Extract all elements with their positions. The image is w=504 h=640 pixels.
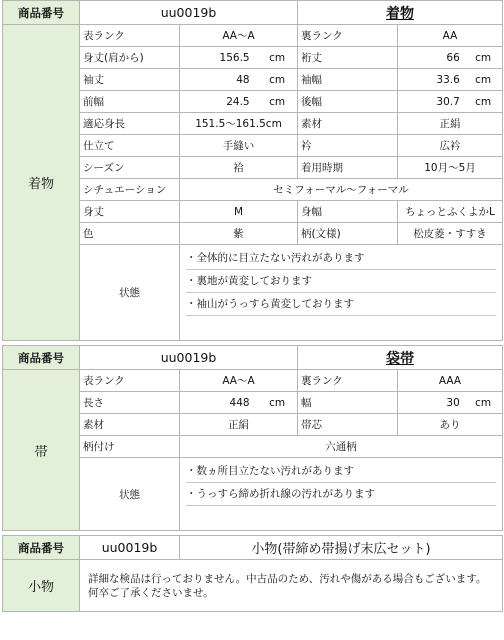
size: M [180,201,298,223]
ushirohaba-value: 30.7 [436,95,460,108]
obi-material-label: 素材 [80,414,180,436]
fit-height-label: 適応身長 [80,113,180,135]
obi-length-cell [180,392,298,414]
back-rank: AA [398,25,503,47]
sodetake-unit: cm [269,73,286,86]
obi-width-cell [398,392,503,414]
sodehaba-value: 33.6 [436,73,460,86]
obi-condition-item: ・うっすら締め折れ線の汚れがあります [186,483,496,506]
wear-period-label: 着用時期 [298,157,398,179]
pattern-label: 柄(文様) [298,223,398,245]
width-label: 身幅 [298,201,398,223]
komono-title: 小物(帯締め帯揚げ末広セット) [180,536,503,560]
obi-back-rank-label: 裏ランク [298,370,398,392]
color: 紫 [180,223,298,245]
obi-front-rank-label: 表ランク [80,370,180,392]
product-no-label: 商品番号 [3,1,80,25]
season: 袷 [180,157,298,179]
sodetake-cell [180,69,298,91]
back-rank-label: 裏ランク [298,25,398,47]
yuki-cell [398,47,503,69]
tailoring: 手縫い [180,135,298,157]
yuki-label: 裄丈 [298,47,398,69]
komono-section-label: 小物 [3,560,80,612]
komono-table [2,535,503,612]
front-rank-label: 表ランク [80,25,180,47]
obi-core-label: 帯芯 [298,414,398,436]
yuki-value: 66 [446,51,460,64]
obi-condition-label: 状態 [80,458,180,531]
maehaba-unit: cm [269,95,286,108]
sodetake-value: 48 [236,73,250,86]
material-label: 素材 [298,113,398,135]
maehaba-label: 前幅 [80,91,180,113]
condition-label: 状態 [80,245,180,341]
obi-section-label: 帯 [3,370,80,531]
width: ちょっとふくよかL [398,201,503,223]
obi-length-label: 長さ [80,392,180,414]
komono-product-no: uu0019b [80,536,180,560]
tailoring-label: 仕立て [80,135,180,157]
ushirohaba-label: 後幅 [298,91,398,113]
kimono-table [2,0,503,341]
situation: セミフォーマル～フォーマル [180,179,503,201]
fit-height: 151.5～161.5cm [180,113,298,135]
front-rank: AA～A [180,25,298,47]
section-label: 着物 [3,25,80,341]
komono-product-no-label: 商品番号 [3,536,80,560]
obi-condition-item-empty [186,506,496,528]
mitake-label: 身丈(肩から) [80,47,180,69]
material: 正絹 [398,113,503,135]
mitake-value: 156.5 [219,51,250,64]
wear-period: 10月～5月 [398,157,503,179]
condition-item: ・全体的に目立たない汚れがあります [186,247,496,270]
obi-table [2,345,503,531]
condition-item: ・袖山がうっすら黄変しております [186,293,496,316]
obi-title: 袋帯 [298,346,503,370]
obi-core: あり [398,414,503,436]
size-label: 身丈 [80,201,180,223]
condition-list [180,245,503,341]
condition-item: ・裏地が黄変しております [186,270,496,293]
obi-length-value: 448 [229,396,250,409]
obi-condition-list [180,458,503,531]
obi-length-unit: cm [269,396,286,409]
pattern: 松皮菱・すすき [398,223,503,245]
obi-width-unit: cm [475,396,492,409]
obi-back-rank: AAA [398,370,503,392]
maehaba-value: 24.5 [226,95,250,108]
item-title: 着物 [298,1,503,25]
obi-width-label: 幅 [298,392,398,414]
ushirohaba-cell [398,91,503,113]
ushirohaba-unit: cm [475,95,492,108]
mitake-cell [180,47,298,69]
sodetake-label: 袖丈 [80,69,180,91]
season-label: シーズン [80,157,180,179]
obi-material: 正絹 [180,414,298,436]
sodehaba-label: 袖幅 [298,69,398,91]
obi-product-no-label: 商品番号 [3,346,80,370]
situation-label: シチュエーション [80,179,180,201]
sodehaba-unit: cm [475,73,492,86]
obi-width-value: 30 [446,396,460,409]
sodehaba-cell [398,69,503,91]
yuki-unit: cm [475,51,492,64]
maehaba-cell [180,91,298,113]
obi-pattern-label: 柄付け [80,436,180,458]
product-no: uu0019b [80,1,298,25]
mitake-unit: cm [269,51,286,64]
collar: 広衿 [398,135,503,157]
obi-front-rank: AA～A [180,370,298,392]
obi-pattern: 六通柄 [180,436,503,458]
obi-condition-item: ・数ヵ所目立たない汚れがあります [186,460,496,483]
komono-note: 詳細な検品は行っておりません。中古品のため、汚れや傷がある場合もございます。何卒ご了承くださいませ。 [80,560,503,612]
condition-item-empty [186,316,496,338]
color-label: 色 [80,223,180,245]
collar-label: 衿 [298,135,398,157]
obi-product-no: uu0019b [80,346,298,370]
